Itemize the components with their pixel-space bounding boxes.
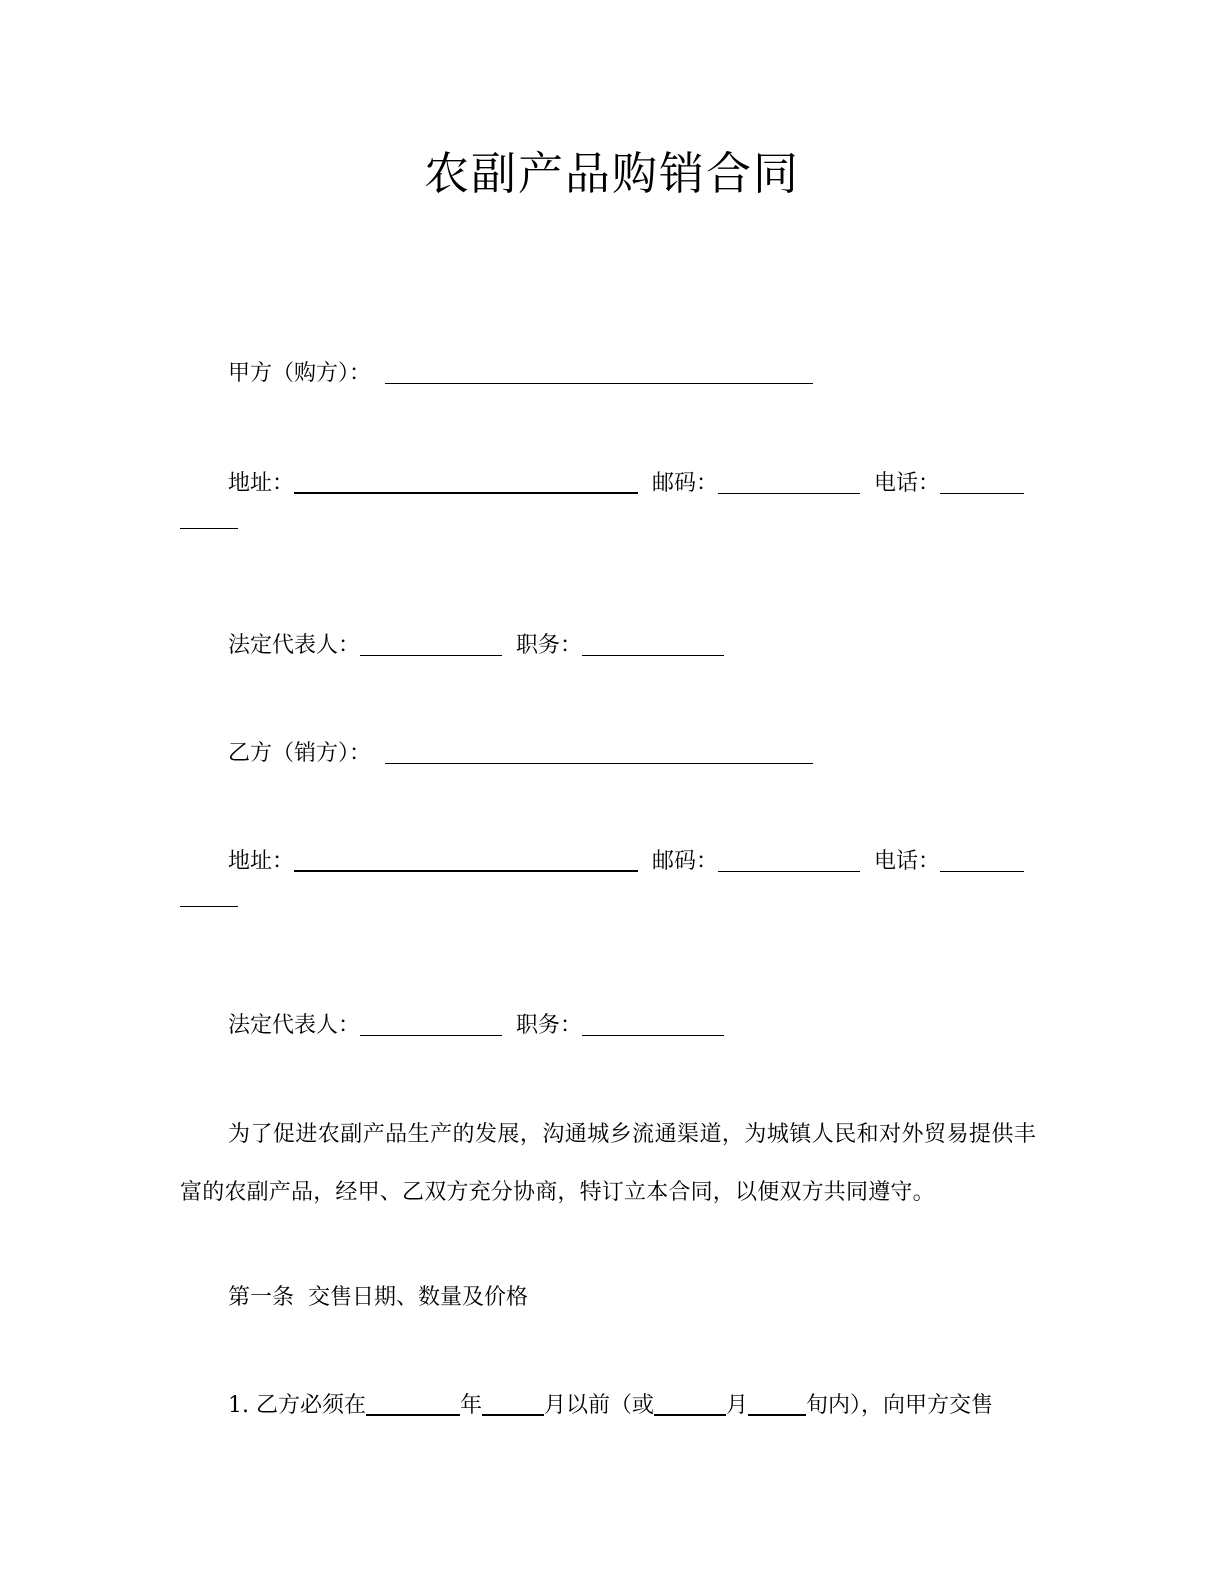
- party-a-address-line: [228, 468, 1024, 500]
- party-b-address-blank: [294, 870, 638, 872]
- article-1-heading: [228, 1282, 528, 1314]
- article-1-heading-text: 第一条 交售日期、数量及价格: [228, 1285, 528, 1310]
- party-a-postcode-blank: [718, 493, 860, 494]
- item-1-year-label: 年: [459, 1393, 482, 1418]
- document-title: 农副产品购销合同: [423, 147, 800, 200]
- party-a-rep-label: 法定代表人：: [228, 633, 361, 658]
- item-1-year-blank: [366, 1414, 460, 1416]
- party-a-postcode-label: 邮码：: [652, 471, 719, 496]
- item-1-xun-blank: [748, 1414, 806, 1416]
- party-a-line: [228, 358, 813, 390]
- party-a-position-label: 职务：: [516, 633, 583, 658]
- party-b-postcode-label: 邮码：: [652, 849, 719, 874]
- item-1-month-blank: [482, 1414, 544, 1416]
- party-a-blank: [385, 383, 813, 384]
- party-a-address-label: 地址：: [228, 471, 295, 496]
- article-1-item-1: [228, 1390, 993, 1422]
- item-1-month-label: 月: [726, 1393, 749, 1418]
- party-b-phone-blank-cont: [180, 906, 238, 907]
- party-a-address-blank: [294, 492, 638, 494]
- party-b-line: [228, 738, 813, 770]
- party-a-rep-line: [228, 630, 724, 662]
- item-1-prefix: 1. 乙方必须在: [228, 1393, 366, 1418]
- party-b-phone-label: 电话：: [874, 849, 941, 874]
- party-b-rep-label: 法定代表人：: [228, 1013, 361, 1038]
- party-b-rep-blank: [360, 1035, 502, 1036]
- party-a-rep-blank: [360, 655, 502, 656]
- party-b-label: 乙方（销方）：: [228, 741, 372, 766]
- item-1-tail: 旬内），向甲方交售: [806, 1393, 994, 1418]
- party-b-blank: [385, 763, 813, 764]
- party-b-address-label: 地址：: [228, 849, 295, 874]
- party-b-phone-continuation: [180, 906, 238, 913]
- party-b-position-blank: [582, 1035, 724, 1036]
- party-a-phone-blank-cont: [180, 528, 238, 529]
- party-b-rep-line: [228, 1010, 724, 1042]
- preamble-paragraph: 为了促进农副产品生产的发展，沟通城乡流通渠道，为城镇人民和对外贸易提供丰富的农副产品，经甲、乙双方充分协商，特订立本合同，以便双方共同遵守。: [180, 1122, 1036, 1205]
- party-b-address-line: [228, 846, 1024, 878]
- item-1-or-month-blank: [654, 1414, 726, 1416]
- party-b-position-label: 职务：: [516, 1013, 583, 1038]
- party-a-position-blank: [582, 655, 724, 656]
- party-a-label: 甲方（购方）：: [228, 361, 372, 386]
- party-a-phone-label: 电话：: [874, 471, 941, 496]
- party-a-phone-blank: [940, 493, 1024, 494]
- party-a-phone-continuation: [180, 528, 238, 535]
- party-b-postcode-blank: [718, 871, 860, 872]
- party-b-phone-blank: [940, 871, 1024, 872]
- item-1-month-before: 月以前（或: [544, 1393, 655, 1418]
